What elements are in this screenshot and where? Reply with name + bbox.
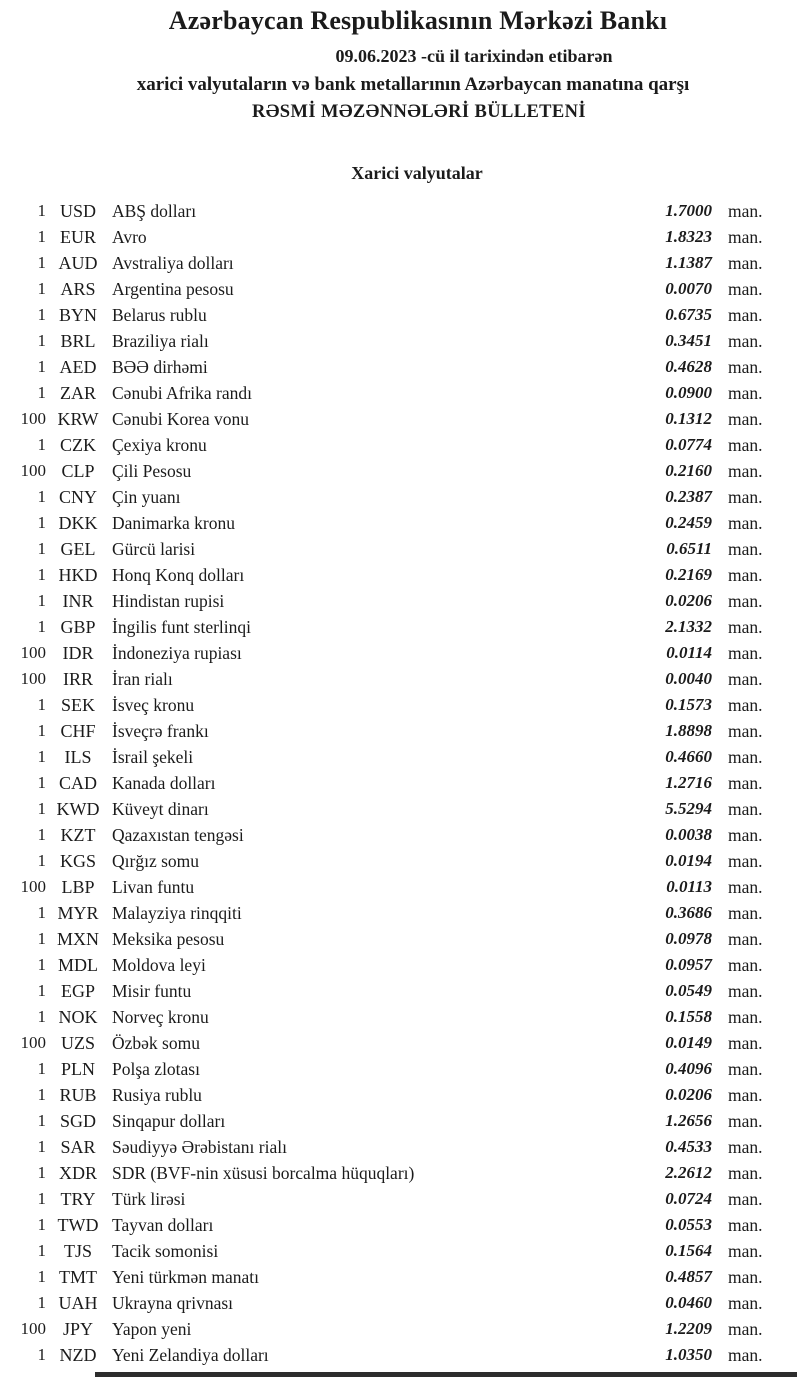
row-rate-value: 1.0350 bbox=[665, 1345, 712, 1364]
currency-row bbox=[0, 458, 800, 484]
row-rate-value: 0.0553 bbox=[665, 1215, 712, 1234]
row-currency-name: Polşa zlotası bbox=[112, 1059, 200, 1079]
row-quantity: 1 bbox=[37, 695, 46, 714]
row-currency-name: Tayvan dolları bbox=[112, 1215, 214, 1235]
row-rate-value: 0.6511 bbox=[666, 539, 712, 558]
row-rate-value: 0.1573 bbox=[665, 695, 712, 714]
currency-row bbox=[0, 354, 800, 380]
row-currency-code: AUD bbox=[58, 253, 98, 273]
row-rate-value: 0.0724 bbox=[665, 1189, 712, 1208]
row-unit-label: man. bbox=[728, 279, 763, 299]
row-currency-name: Qazaxıstan tengəsi bbox=[112, 825, 244, 845]
row-unit-label: man. bbox=[728, 1111, 763, 1131]
currency-row bbox=[0, 1108, 800, 1134]
currency-row bbox=[0, 874, 800, 900]
row-unit-label: man. bbox=[728, 305, 763, 325]
row-currency-code: MXN bbox=[56, 929, 99, 949]
row-quantity: 1 bbox=[37, 747, 46, 766]
currency-table bbox=[0, 198, 800, 1368]
currency-row bbox=[0, 1264, 800, 1290]
currency-row bbox=[0, 900, 800, 926]
row-unit-label: man. bbox=[728, 773, 763, 793]
row-unit-label: man. bbox=[728, 617, 763, 637]
currency-row bbox=[0, 666, 800, 692]
row-rate-value: 1.8323 bbox=[665, 227, 712, 246]
row-currency-code: TWD bbox=[57, 1215, 99, 1235]
row-currency-code: SGD bbox=[59, 1111, 96, 1131]
currency-row bbox=[0, 484, 800, 510]
currency-row bbox=[0, 432, 800, 458]
row-quantity: 1 bbox=[37, 1137, 46, 1156]
row-quantity: 1 bbox=[37, 851, 46, 870]
row-currency-code: GBP bbox=[60, 617, 96, 637]
row-rate-value: 0.0194 bbox=[665, 851, 712, 870]
row-currency-name: Özbək somu bbox=[112, 1033, 200, 1053]
row-rate-value: 0.4857 bbox=[665, 1267, 712, 1286]
currency-row bbox=[0, 926, 800, 952]
row-quantity: 1 bbox=[37, 565, 46, 584]
row-unit-label: man. bbox=[728, 929, 763, 949]
row-unit-label: man. bbox=[728, 955, 763, 975]
row-currency-code: KZT bbox=[60, 825, 96, 845]
currency-row bbox=[0, 978, 800, 1004]
row-currency-name: İngilis funt sterlinqi bbox=[112, 617, 252, 637]
row-quantity: 1 bbox=[37, 1241, 46, 1260]
row-quantity: 1 bbox=[37, 825, 46, 844]
row-currency-code: ARS bbox=[60, 279, 96, 299]
row-rate-value: 2.2612 bbox=[665, 1163, 712, 1182]
row-currency-code: TJS bbox=[63, 1241, 92, 1261]
row-currency-code: TMT bbox=[59, 1267, 97, 1287]
row-currency-code: ILS bbox=[64, 747, 92, 767]
row-currency-code: IDR bbox=[62, 643, 94, 663]
row-currency-code: CZK bbox=[60, 435, 96, 455]
row-rate-value: 0.0460 bbox=[665, 1293, 712, 1312]
row-currency-name: Belarus rublu bbox=[112, 305, 207, 325]
row-currency-code: DKK bbox=[58, 513, 98, 533]
row-quantity: 1 bbox=[37, 1111, 46, 1130]
row-currency-code: KGS bbox=[59, 851, 96, 871]
row-quantity: 1 bbox=[37, 773, 46, 792]
row-currency-name: Yeni türkmən manatı bbox=[112, 1267, 259, 1287]
row-rate-value: 1.8898 bbox=[665, 721, 712, 740]
row-rate-value: 0.0549 bbox=[665, 981, 712, 1000]
currency-row bbox=[0, 510, 800, 536]
row-rate-value: 0.1564 bbox=[665, 1241, 712, 1260]
currency-row bbox=[0, 796, 800, 822]
row-currency-name: Moldova leyi bbox=[112, 955, 206, 975]
row-quantity: 1 bbox=[37, 1007, 46, 1026]
row-unit-label: man. bbox=[728, 253, 763, 273]
row-currency-name: İsveçrə frankı bbox=[112, 721, 209, 741]
row-currency-code: USD bbox=[59, 201, 96, 221]
row-unit-label: man. bbox=[728, 903, 763, 923]
row-quantity: 1 bbox=[37, 1267, 46, 1286]
row-currency-name: Küveyt dinarı bbox=[112, 799, 209, 819]
row-unit-label: man. bbox=[728, 1033, 763, 1053]
row-rate-value: 0.0774 bbox=[665, 435, 712, 454]
row-unit-label: man. bbox=[728, 409, 763, 429]
row-rate-value: 2.1332 bbox=[665, 617, 712, 636]
row-currency-code: NOK bbox=[58, 1007, 98, 1027]
row-unit-label: man. bbox=[728, 461, 763, 481]
currency-row bbox=[0, 770, 800, 796]
currency-row bbox=[0, 848, 800, 874]
row-currency-code: AED bbox=[59, 357, 97, 377]
row-currency-name: Səudiyyə Ərəbistanı rialı bbox=[112, 1137, 287, 1157]
row-currency-name: Qırğız somu bbox=[112, 851, 200, 871]
currency-row bbox=[0, 302, 800, 328]
row-unit-label: man. bbox=[728, 981, 763, 1001]
row-quantity: 100 bbox=[20, 877, 46, 896]
row-unit-label: man. bbox=[728, 799, 763, 819]
row-currency-code: IRR bbox=[62, 669, 93, 689]
row-quantity: 1 bbox=[37, 721, 46, 740]
row-rate-value: 1.2209 bbox=[665, 1319, 712, 1338]
row-currency-code: XDR bbox=[58, 1163, 97, 1183]
row-currency-name: Avro bbox=[112, 227, 147, 247]
row-unit-label: man. bbox=[728, 357, 763, 377]
row-currency-code: PLN bbox=[60, 1059, 95, 1079]
row-currency-name: Avstraliya dolları bbox=[112, 253, 234, 273]
bulletin-subtitle: xarici valyutaların və bank metallarının Azərbaycan manatına qarşı bbox=[136, 74, 690, 95]
section-title-foreign-currencies: Xarici valyutalar bbox=[351, 163, 483, 183]
row-unit-label: man. bbox=[728, 1267, 763, 1287]
row-quantity: 1 bbox=[37, 929, 46, 948]
currency-row bbox=[0, 1160, 800, 1186]
row-currency-name: Sinqapur dolları bbox=[112, 1111, 226, 1131]
row-rate-value: 0.2387 bbox=[665, 487, 712, 506]
row-currency-code: CHF bbox=[60, 721, 96, 741]
row-quantity: 1 bbox=[37, 981, 46, 1000]
currency-row bbox=[0, 614, 800, 640]
row-quantity: 1 bbox=[37, 1293, 46, 1312]
row-unit-label: man. bbox=[728, 1189, 763, 1209]
row-unit-label: man. bbox=[728, 513, 763, 533]
row-rate-value: 1.1387 bbox=[665, 253, 712, 272]
row-currency-code: BRL bbox=[60, 331, 96, 351]
row-currency-code: KRW bbox=[57, 409, 99, 429]
row-rate-value: 0.0038 bbox=[665, 825, 712, 844]
currency-row bbox=[0, 536, 800, 562]
row-rate-value: 0.0957 bbox=[665, 955, 712, 974]
currency-row bbox=[0, 1290, 800, 1316]
effective-date-line: 09.06.2023 -cü il tarixindən etibarən bbox=[335, 46, 613, 66]
row-rate-value: 0.2459 bbox=[665, 513, 712, 532]
currency-row bbox=[0, 744, 800, 770]
row-unit-label: man. bbox=[728, 565, 763, 585]
row-quantity: 1 bbox=[37, 1059, 46, 1078]
row-currency-code: MDL bbox=[58, 955, 98, 975]
currency-row bbox=[0, 718, 800, 744]
currency-row bbox=[0, 276, 800, 302]
row-quantity: 1 bbox=[37, 1189, 46, 1208]
currency-row bbox=[0, 1238, 800, 1264]
currency-row bbox=[0, 1186, 800, 1212]
currency-row bbox=[0, 1212, 800, 1238]
currency-row bbox=[0, 952, 800, 978]
row-quantity: 1 bbox=[37, 357, 46, 376]
row-currency-name: Çin yuanı bbox=[112, 487, 181, 507]
row-quantity: 1 bbox=[37, 617, 46, 636]
row-currency-code: INR bbox=[62, 591, 94, 611]
row-quantity: 1 bbox=[37, 253, 46, 272]
row-currency-code: JPY bbox=[62, 1319, 93, 1339]
row-currency-name: Yeni Zelandiya dolları bbox=[112, 1345, 269, 1365]
row-currency-name: Çili Pesosu bbox=[112, 461, 192, 481]
currency-row bbox=[0, 1004, 800, 1030]
row-currency-code: ZAR bbox=[60, 383, 96, 403]
row-unit-label: man. bbox=[728, 721, 763, 741]
row-quantity: 1 bbox=[37, 591, 46, 610]
row-rate-value: 0.0978 bbox=[665, 929, 712, 948]
currency-row bbox=[0, 328, 800, 354]
row-quantity: 1 bbox=[37, 201, 46, 220]
row-currency-name: Cənubi Korea vonu bbox=[112, 409, 250, 429]
row-currency-name: Danimarka kronu bbox=[112, 513, 235, 533]
currency-row bbox=[0, 1030, 800, 1056]
currency-row bbox=[0, 224, 800, 250]
row-currency-code: BYN bbox=[58, 305, 97, 325]
currency-row bbox=[0, 406, 800, 432]
row-unit-label: man. bbox=[728, 1085, 763, 1105]
row-unit-label: man. bbox=[728, 591, 763, 611]
bulletin-title: RƏSMİ MƏZƏNNƏLƏRİ BÜLLETENİ bbox=[251, 102, 587, 122]
row-currency-code: SEK bbox=[60, 695, 95, 715]
currency-row bbox=[0, 588, 800, 614]
row-quantity: 1 bbox=[37, 227, 46, 246]
row-currency-code: GEL bbox=[60, 539, 96, 559]
row-rate-value: 0.0149 bbox=[665, 1033, 712, 1052]
row-unit-label: man. bbox=[728, 1241, 763, 1261]
row-unit-label: man. bbox=[728, 1319, 763, 1339]
row-quantity: 100 bbox=[20, 1319, 46, 1338]
row-unit-label: man. bbox=[728, 487, 763, 507]
row-rate-value: 0.0070 bbox=[665, 279, 712, 298]
row-currency-name: Türk lirəsi bbox=[112, 1189, 186, 1209]
row-unit-label: man. bbox=[728, 383, 763, 403]
row-unit-label: man. bbox=[728, 851, 763, 871]
row-rate-value: 1.2656 bbox=[665, 1111, 712, 1130]
row-rate-value: 0.6735 bbox=[665, 305, 712, 324]
row-quantity: 100 bbox=[20, 461, 46, 480]
row-currency-code: LBP bbox=[61, 877, 95, 897]
cutoff-next-section-bar bbox=[95, 1372, 797, 1377]
row-rate-value: 0.3686 bbox=[665, 903, 712, 922]
row-unit-label: man. bbox=[728, 1163, 763, 1183]
row-unit-label: man. bbox=[728, 1007, 763, 1027]
currency-row bbox=[0, 380, 800, 406]
row-currency-name: Misir funtu bbox=[112, 981, 192, 1001]
row-unit-label: man. bbox=[728, 1293, 763, 1313]
row-unit-label: man. bbox=[728, 747, 763, 767]
row-quantity: 1 bbox=[37, 1163, 46, 1182]
row-quantity: 1 bbox=[37, 1085, 46, 1104]
row-quantity: 1 bbox=[37, 903, 46, 922]
row-quantity: 1 bbox=[37, 799, 46, 818]
row-currency-code: TRY bbox=[60, 1189, 96, 1209]
row-currency-name: Tacik somonisi bbox=[112, 1241, 219, 1261]
row-currency-name: SDR (BVF-nin xüsusi borcalma hüquqları) bbox=[112, 1163, 415, 1183]
row-currency-code: RUB bbox=[59, 1085, 97, 1105]
row-rate-value: 0.4533 bbox=[665, 1137, 712, 1156]
row-currency-code: MYR bbox=[57, 903, 99, 923]
row-currency-code: NZD bbox=[59, 1345, 97, 1365]
row-currency-name: Hindistan rupisi bbox=[112, 591, 225, 611]
row-rate-value: 0.0900 bbox=[665, 383, 712, 402]
currency-row bbox=[0, 562, 800, 588]
row-currency-name: Argentina pesosu bbox=[112, 279, 234, 299]
row-quantity: 1 bbox=[37, 383, 46, 402]
row-quantity: 100 bbox=[20, 1033, 46, 1052]
row-currency-name: İran rialı bbox=[112, 669, 173, 689]
row-currency-name: İsveç kronu bbox=[112, 695, 195, 715]
row-currency-code: EUR bbox=[60, 227, 96, 247]
row-unit-label: man. bbox=[728, 877, 763, 897]
row-currency-code: CNY bbox=[58, 487, 97, 507]
row-currency-name: Gürcü larisi bbox=[112, 539, 196, 559]
row-currency-name: ABŞ dolları bbox=[112, 201, 197, 221]
row-currency-name: Rusiya rublu bbox=[112, 1085, 202, 1105]
row-quantity: 1 bbox=[37, 1345, 46, 1364]
currency-row bbox=[0, 250, 800, 276]
row-rate-value: 0.4660 bbox=[665, 747, 712, 766]
currency-row bbox=[0, 1316, 800, 1342]
row-currency-code: CAD bbox=[58, 773, 97, 793]
row-rate-value: 1.2716 bbox=[665, 773, 712, 792]
row-rate-value: 5.5294 bbox=[665, 799, 712, 818]
row-rate-value: 0.4096 bbox=[665, 1059, 712, 1078]
row-currency-code: KWD bbox=[56, 799, 100, 819]
row-unit-label: man. bbox=[728, 227, 763, 247]
row-currency-code: EGP bbox=[60, 981, 95, 1001]
row-currency-code: UZS bbox=[60, 1033, 95, 1053]
row-unit-label: man. bbox=[728, 825, 763, 845]
row-rate-value: 1.7000 bbox=[665, 201, 712, 220]
row-currency-name: Malayziya rinqqiti bbox=[112, 903, 242, 923]
row-rate-value: 0.0114 bbox=[666, 643, 712, 662]
row-rate-value: 0.3451 bbox=[665, 331, 712, 350]
row-quantity: 100 bbox=[20, 669, 46, 688]
row-quantity: 1 bbox=[37, 1215, 46, 1234]
currency-row bbox=[0, 692, 800, 718]
row-currency-name: Cənubi Afrika randı bbox=[112, 383, 252, 403]
row-unit-label: man. bbox=[728, 1059, 763, 1079]
row-unit-label: man. bbox=[728, 1137, 763, 1157]
row-rate-value: 0.0206 bbox=[665, 591, 712, 610]
row-currency-name: Ukrayna qrivnası bbox=[112, 1293, 234, 1313]
row-unit-label: man. bbox=[728, 539, 763, 559]
row-rate-value: 0.2160 bbox=[665, 461, 712, 480]
row-currency-name: İndoneziya rupiası bbox=[112, 643, 242, 663]
currency-row bbox=[0, 198, 800, 224]
row-unit-label: man. bbox=[728, 643, 763, 663]
row-rate-value: 0.1312 bbox=[665, 409, 712, 428]
row-unit-label: man. bbox=[728, 331, 763, 351]
row-quantity: 100 bbox=[20, 409, 46, 428]
row-quantity: 1 bbox=[37, 435, 46, 454]
row-unit-label: man. bbox=[728, 669, 763, 689]
row-unit-label: man. bbox=[728, 201, 763, 221]
row-currency-code: CLP bbox=[61, 461, 95, 481]
row-currency-name: BƏƏ dirhəmi bbox=[112, 357, 208, 377]
row-quantity: 1 bbox=[37, 539, 46, 558]
currency-row bbox=[0, 1056, 800, 1082]
row-rate-value: 0.1558 bbox=[665, 1007, 712, 1026]
row-quantity: 1 bbox=[37, 513, 46, 532]
row-quantity: 1 bbox=[37, 955, 46, 974]
row-rate-value: 0.0113 bbox=[666, 877, 712, 896]
currency-row bbox=[0, 822, 800, 848]
row-quantity: 1 bbox=[37, 279, 46, 298]
row-currency-name: Braziliya rialı bbox=[112, 331, 209, 351]
row-quantity: 1 bbox=[37, 305, 46, 324]
row-rate-value: 0.4628 bbox=[665, 357, 712, 376]
row-rate-value: 0.0040 bbox=[665, 669, 712, 688]
currency-row bbox=[0, 1342, 800, 1368]
row-unit-label: man. bbox=[728, 1345, 763, 1365]
row-quantity: 100 bbox=[20, 643, 46, 662]
row-unit-label: man. bbox=[728, 1215, 763, 1235]
row-rate-value: 0.0206 bbox=[665, 1085, 712, 1104]
row-currency-name: Kanada dolları bbox=[112, 773, 216, 793]
currency-row bbox=[0, 1134, 800, 1160]
row-currency-name: Norveç kronu bbox=[112, 1007, 209, 1027]
row-currency-code: SAR bbox=[60, 1137, 96, 1157]
row-currency-name: Meksika pesosu bbox=[112, 929, 225, 949]
row-quantity: 1 bbox=[37, 331, 46, 350]
row-currency-name: Honq Konq dolları bbox=[112, 565, 245, 585]
bank-name-title: Azərbaycan Respublikasının Mərkəzi Bankı bbox=[168, 6, 668, 35]
currency-row bbox=[0, 640, 800, 666]
row-currency-code: HKD bbox=[58, 565, 98, 585]
currency-row bbox=[0, 1082, 800, 1108]
row-currency-name: Livan funtu bbox=[112, 877, 195, 897]
row-unit-label: man. bbox=[728, 695, 763, 715]
row-currency-code: UAH bbox=[58, 1293, 98, 1313]
row-currency-name: Çexiya kronu bbox=[112, 435, 207, 455]
row-unit-label: man. bbox=[728, 435, 763, 455]
row-rate-value: 0.2169 bbox=[665, 565, 712, 584]
row-currency-name: Yapon yeni bbox=[112, 1319, 192, 1339]
row-quantity: 1 bbox=[37, 487, 46, 506]
row-currency-name: İsrail şekeli bbox=[112, 747, 194, 767]
